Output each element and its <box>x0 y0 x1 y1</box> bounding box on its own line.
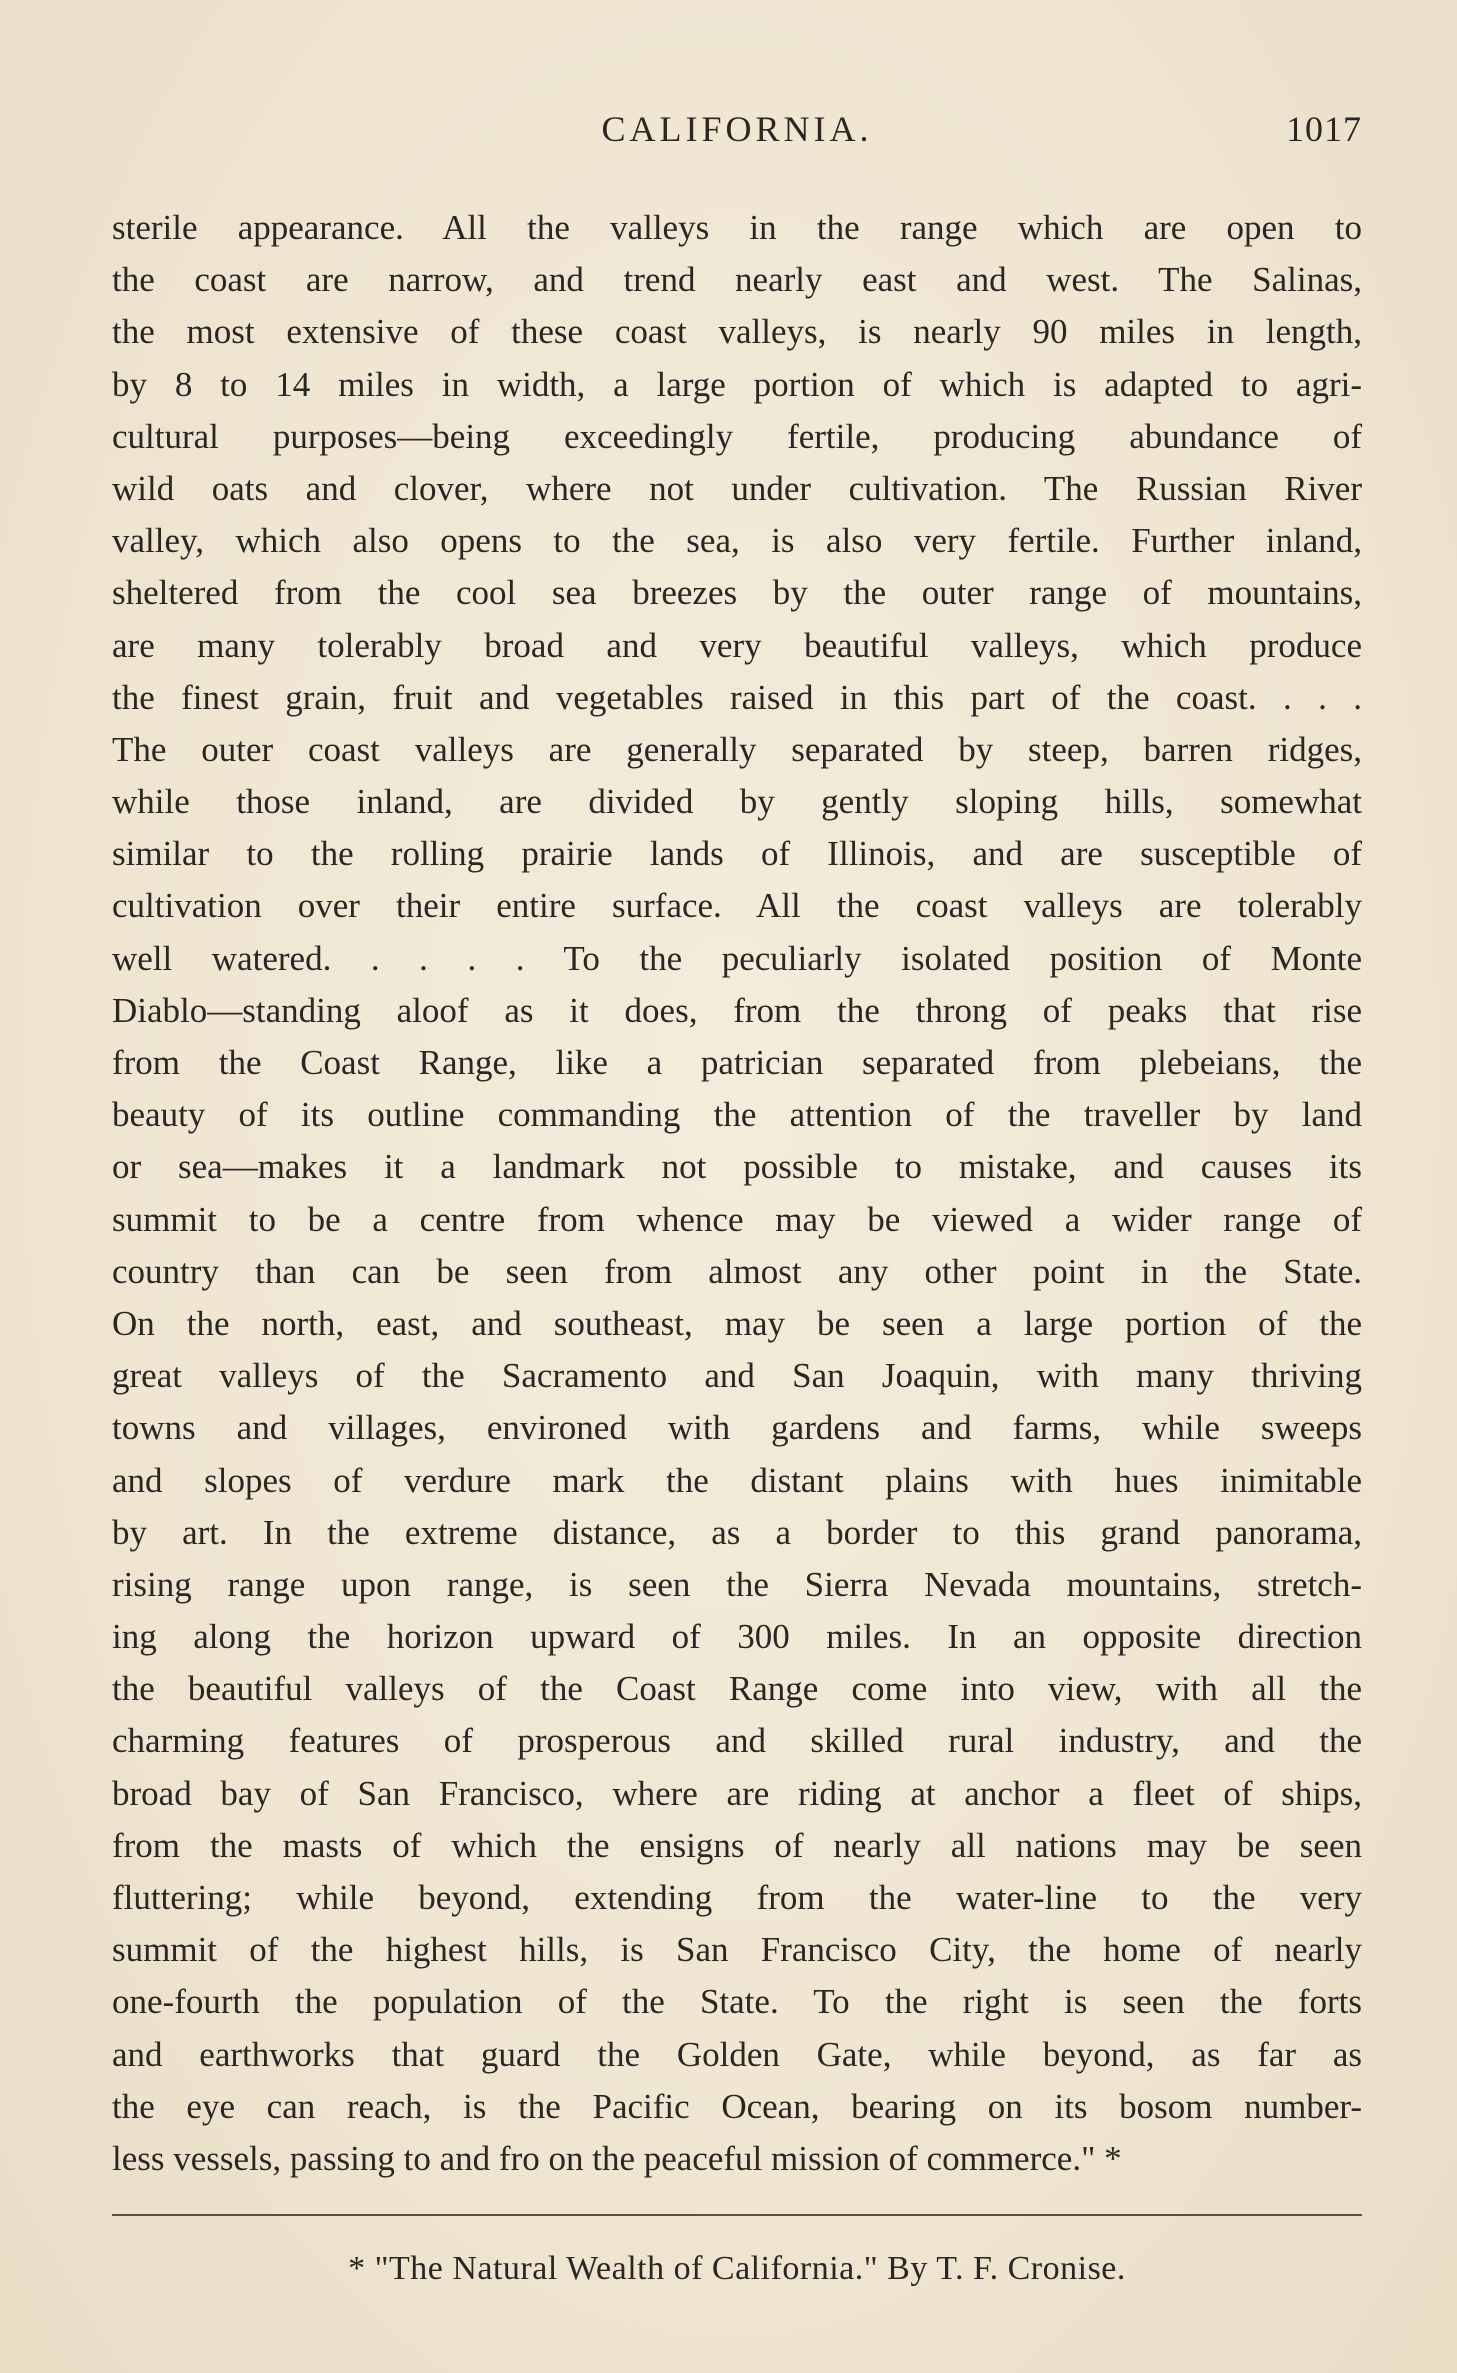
text-line: On the north, east, and southeast, may be seen a large portion of the <box>112 1303 1362 1343</box>
text-line: by art. In the extreme distance, as a border to this grand panorama, <box>112 1512 1362 1552</box>
text-line: fluttering; while beyond, extending from the water-line to the very <box>112 1878 1362 1917</box>
text-line: beauty of its outline commanding the attention of the traveller by land <box>112 1095 1362 1135</box>
text-line: by 8 to 14 miles in width, a large portion of which is adapted to agri- <box>112 364 1362 404</box>
footnote: * "The Natural Wealth of California." By T. F. Cronise. <box>348 2250 1126 2287</box>
text-line: from the Coast Range, like a patrician separated from plebeians, the <box>112 1043 1362 1082</box>
text-line: towns and villages, environed with gardens and farms, while sweeps <box>112 1408 1362 1448</box>
text-line: charming features of prosperous and skilled rural industry, and the <box>112 1721 1362 1761</box>
text-line: summit to be a centre from whence may be viewed a wider range of <box>112 1199 1362 1239</box>
text-line: and earthworks that guard the Golden Gate, while beyond, as far as <box>112 2034 1362 2074</box>
text-line: cultural purposes—being exceedingly fertile, producing abundance of <box>112 416 1362 456</box>
text-line: sheltered from the cool sea breezes by the outer range of mountains, <box>112 573 1362 613</box>
text-line: Diablo—standing aloof as it does, from the throng of peaks that rise <box>112 990 1362 1030</box>
text-line: cultivation over their entire surface. All the coast valleys are tolerably <box>112 886 1362 926</box>
text-line: country than can be seen from almost any other point in the State. <box>112 1251 1362 1291</box>
text-line: rising range upon range, is seen the Sierra Nevada mountains, stretch- <box>112 1564 1362 1604</box>
text-line: summit of the highest hills, is San Francisco City, the home of nearly <box>112 1930 1362 1970</box>
footnote-rule <box>112 2214 1362 2216</box>
text-line: the finest grain, fruit and vegetables raised in this part of the coast. . . . <box>112 677 1362 717</box>
text-line: valley, which also opens to the sea, is also very fertile. Further inland, <box>112 521 1362 561</box>
text-line: sterile appearance. All the valleys in the range which are open to <box>112 208 1362 247</box>
text-line: great valleys of the Sacramento and San Joaquin, with many thriving <box>112 1356 1362 1396</box>
text-line: wild oats and clover, where not under cultivation. The Russian River <box>112 468 1362 508</box>
page-number: 1017 <box>1286 109 1362 149</box>
text-line: the most extensive of these coast valleys, is nearly 90 miles in length, <box>112 312 1362 352</box>
text-line: less vessels, passing to and fro on the peaceful mission of commerce." * <box>112 2138 1122 2178</box>
running-title: CALIFORNIA. <box>601 109 873 149</box>
text-line: the eye can reach, is the Pacific Ocean, bearing on its bosom number- <box>112 2086 1362 2126</box>
text-line: similar to the rolling prairie lands of Illinois, and are susceptible of <box>112 834 1362 874</box>
text-line: one-fourth the population of the State. To the right is seen the forts <box>112 1982 1362 2022</box>
running-head <box>112 108 1362 158</box>
text-line: broad bay of San Francisco, where are riding at anchor a fleet of ships, <box>112 1773 1362 1813</box>
text-line: ing along the horizon upward of 300 miles. In an opposite direction <box>112 1617 1362 1657</box>
text-line: or sea—makes it a landmark not possible to mistake, and causes its <box>112 1147 1362 1187</box>
body-text <box>112 202 1362 2185</box>
text-line: from the masts of which the ensigns of nearly all nations may be seen <box>112 1825 1362 1865</box>
text-line: while those inland, are divided by gently sloping hills, somewhat <box>112 782 1362 822</box>
text-line: the beautiful valleys of the Coast Range come into view, with all the <box>112 1669 1362 1709</box>
text-line: The outer coast valleys are generally separated by steep, barren ridges, <box>112 729 1362 769</box>
text-line: are many tolerably broad and very beautiful valleys, which produce <box>112 625 1362 665</box>
text-line: and slopes of verdure mark the distant plains with hues inimitable <box>112 1460 1362 1500</box>
text-line: well watered. . . . . To the peculiarly isolated position of Monte <box>112 938 1362 978</box>
text-line: the coast are narrow, and trend nearly east and west. The Salinas, <box>112 260 1362 300</box>
